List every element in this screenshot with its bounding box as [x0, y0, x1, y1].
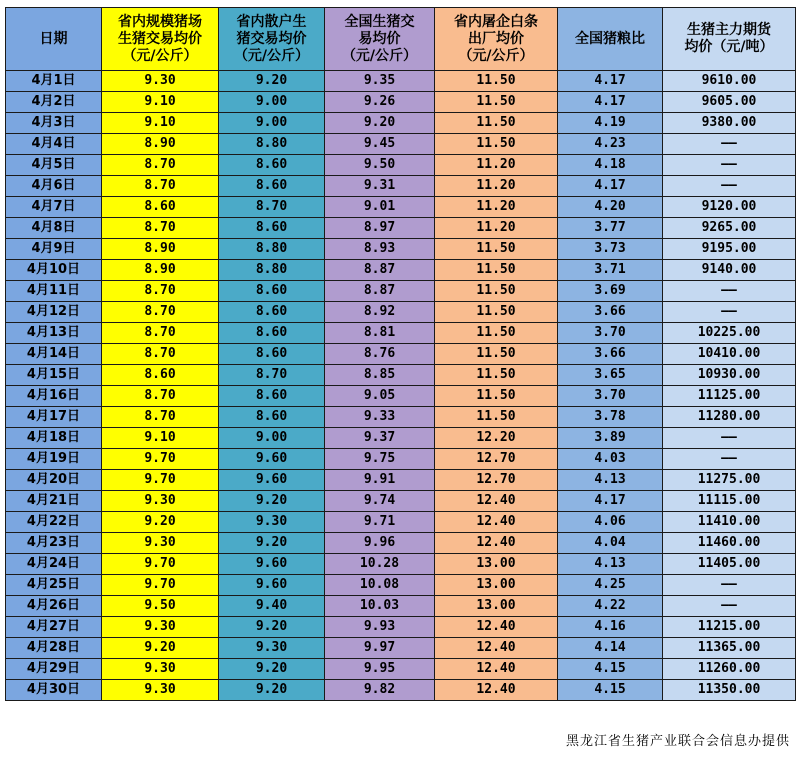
cell-scale-farm-price: 8.90: [102, 134, 219, 155]
pig-price-table: [5, 7, 796, 701]
cell-hog-grain-ratio: 3.69: [558, 281, 663, 302]
table-row: [6, 638, 796, 659]
cell-date: 4月4日: [6, 134, 102, 155]
cell-hog-grain-ratio: 4.14: [558, 638, 663, 659]
header-line: （元/公斤）: [341, 47, 418, 64]
cell-date: 4月16日: [6, 386, 102, 407]
cell-date: 4月19日: [6, 449, 102, 470]
cell-retail-price: 8.60: [219, 218, 325, 239]
cell-hog-grain-ratio: 3.73: [558, 239, 663, 260]
cell-national-price: 10.28: [325, 554, 435, 575]
cell-national-price: 8.97: [325, 218, 435, 239]
cell-scale-farm-price: 9.20: [102, 638, 219, 659]
cell-date: 4月14日: [6, 344, 102, 365]
cell-date: 4月12日: [6, 302, 102, 323]
cell-national-price: 9.75: [325, 449, 435, 470]
cell-slaughter-price: 11.50: [435, 71, 558, 92]
cell-scale-farm-price: 8.70: [102, 407, 219, 428]
cell-hog-grain-ratio: 4.17: [558, 491, 663, 512]
header-hog-grain-ratio: [558, 8, 663, 71]
table-row: [6, 302, 796, 323]
cell-national-price: 10.03: [325, 596, 435, 617]
cell-date: 4月6日: [6, 176, 102, 197]
cell-retail-price: 9.60: [219, 575, 325, 596]
cell-date: 4月1日: [6, 71, 102, 92]
cell-scale-farm-price: 9.30: [102, 659, 219, 680]
cell-slaughter-price: 12.20: [435, 428, 558, 449]
cell-national-price: 9.96: [325, 533, 435, 554]
cell-slaughter-price: 11.50: [435, 344, 558, 365]
cell-hog-grain-ratio: 4.23: [558, 134, 663, 155]
cell-hog-grain-ratio: 4.04: [558, 533, 663, 554]
header-line: 全国猪粮比: [575, 30, 645, 47]
cell-hog-grain-ratio: 3.78: [558, 407, 663, 428]
cell-national-price: 9.45: [325, 134, 435, 155]
cell-hog-grain-ratio: 4.16: [558, 617, 663, 638]
cell-retail-price: 9.60: [219, 470, 325, 491]
cell-hog-grain-ratio: 4.19: [558, 113, 663, 134]
cell-futures-price: 9120.00: [663, 197, 796, 218]
cell-national-price: 8.76: [325, 344, 435, 365]
cell-hog-grain-ratio: 4.13: [558, 554, 663, 575]
table-row: [6, 407, 796, 428]
cell-national-price: 9.71: [325, 512, 435, 533]
table-row: [6, 491, 796, 512]
table-row: [6, 428, 796, 449]
cell-date: 4月15日: [6, 365, 102, 386]
cell-date: 4月9日: [6, 239, 102, 260]
cell-hog-grain-ratio: 3.66: [558, 344, 663, 365]
cell-scale-farm-price: 9.10: [102, 92, 219, 113]
cell-hog-grain-ratio: 4.13: [558, 470, 663, 491]
cell-slaughter-price: 11.50: [435, 134, 558, 155]
cell-retail-price: 8.70: [219, 197, 325, 218]
cell-date: 4月13日: [6, 323, 102, 344]
table-row: [6, 575, 796, 596]
cell-retail-price: 9.40: [219, 596, 325, 617]
cell-slaughter-price: 11.50: [435, 281, 558, 302]
cell-slaughter-price: 12.40: [435, 617, 558, 638]
cell-national-price: 9.20: [325, 113, 435, 134]
table-row: [6, 596, 796, 617]
table-row: [6, 239, 796, 260]
cell-scale-farm-price: 9.30: [102, 680, 219, 701]
cell-futures-price: ——: [663, 302, 796, 323]
table-row: [6, 71, 796, 92]
cell-retail-price: 8.60: [219, 155, 325, 176]
cell-retail-price: 9.60: [219, 554, 325, 575]
cell-national-price: 9.82: [325, 680, 435, 701]
cell-scale-farm-price: 9.10: [102, 113, 219, 134]
cell-slaughter-price: 12.70: [435, 449, 558, 470]
cell-slaughter-price: 12.40: [435, 533, 558, 554]
cell-date: 4月20日: [6, 470, 102, 491]
table-row: [6, 386, 796, 407]
cell-scale-farm-price: 8.70: [102, 155, 219, 176]
cell-retail-price: 9.20: [219, 659, 325, 680]
cell-retail-price: 8.70: [219, 365, 325, 386]
cell-slaughter-price: 11.50: [435, 323, 558, 344]
cell-date: 4月8日: [6, 218, 102, 239]
cell-national-price: 9.50: [325, 155, 435, 176]
cell-futures-price: 9265.00: [663, 218, 796, 239]
cell-futures-price: 11275.00: [663, 470, 796, 491]
cell-national-price: 9.26: [325, 92, 435, 113]
cell-futures-price: 9610.00: [663, 71, 796, 92]
cell-slaughter-price: 11.50: [435, 92, 558, 113]
cell-futures-price: 10410.00: [663, 344, 796, 365]
cell-scale-farm-price: 9.70: [102, 449, 219, 470]
cell-retail-price: 8.60: [219, 386, 325, 407]
cell-scale-farm-price: 8.70: [102, 344, 219, 365]
cell-national-price: 9.05: [325, 386, 435, 407]
cell-national-price: 8.85: [325, 365, 435, 386]
cell-national-price: 8.81: [325, 323, 435, 344]
cell-scale-farm-price: 8.90: [102, 239, 219, 260]
header-line: 省内散户生: [236, 13, 307, 30]
table-row: [6, 554, 796, 575]
cell-national-price: 9.93: [325, 617, 435, 638]
header-futures-price: [663, 8, 796, 71]
cell-scale-farm-price: 9.70: [102, 575, 219, 596]
cell-retail-price: 9.00: [219, 428, 325, 449]
table-body: [6, 71, 796, 701]
cell-retail-price: 9.00: [219, 113, 325, 134]
cell-futures-price: 11410.00: [663, 512, 796, 533]
cell-scale-farm-price: 9.30: [102, 71, 219, 92]
cell-date: 4月23日: [6, 533, 102, 554]
cell-hog-grain-ratio: 4.17: [558, 71, 663, 92]
header-line: 易均价: [358, 30, 401, 47]
cell-futures-price: 10930.00: [663, 365, 796, 386]
header-row: [6, 8, 796, 71]
cell-futures-price: 11405.00: [663, 554, 796, 575]
cell-hog-grain-ratio: 3.70: [558, 323, 663, 344]
header-line: 猪交易均价: [236, 30, 307, 47]
cell-futures-price: ——: [663, 176, 796, 197]
table-row: [6, 218, 796, 239]
cell-hog-grain-ratio: 4.22: [558, 596, 663, 617]
cell-futures-price: 11215.00: [663, 617, 796, 638]
cell-national-price: 9.97: [325, 638, 435, 659]
cell-scale-farm-price: 9.70: [102, 554, 219, 575]
header-slaughter-price: [435, 8, 558, 71]
cell-slaughter-price: 13.00: [435, 554, 558, 575]
cell-hog-grain-ratio: 4.15: [558, 659, 663, 680]
cell-retail-price: 9.20: [219, 680, 325, 701]
cell-futures-price: ——: [663, 596, 796, 617]
cell-national-price: 9.37: [325, 428, 435, 449]
table-row: [6, 470, 796, 491]
cell-futures-price: ——: [663, 449, 796, 470]
cell-futures-price: ——: [663, 575, 796, 596]
source-credit: 黑龙江省生猪产业联合会信息办提供: [565, 734, 790, 749]
cell-hog-grain-ratio: 3.66: [558, 302, 663, 323]
table-row: [6, 617, 796, 638]
cell-scale-farm-price: 8.70: [102, 302, 219, 323]
cell-date: 4月5日: [6, 155, 102, 176]
table-row: [6, 155, 796, 176]
cell-futures-price: 11280.00: [663, 407, 796, 428]
table-row: [6, 197, 796, 218]
header-scale-farm-price: [102, 8, 219, 71]
cell-futures-price: 9605.00: [663, 92, 796, 113]
cell-national-price: 9.74: [325, 491, 435, 512]
cell-national-price: 9.01: [325, 197, 435, 218]
cell-futures-price: 11350.00: [663, 680, 796, 701]
cell-slaughter-price: 12.40: [435, 512, 558, 533]
header-line: 省内规模猪场: [118, 13, 202, 30]
cell-scale-farm-price: 8.70: [102, 323, 219, 344]
cell-futures-price: 9195.00: [663, 239, 796, 260]
cell-futures-price: 9380.00: [663, 113, 796, 134]
cell-date: 4月30日: [6, 680, 102, 701]
cell-national-price: 10.08: [325, 575, 435, 596]
cell-date: 4月27日: [6, 617, 102, 638]
cell-national-price: 9.35: [325, 71, 435, 92]
cell-retail-price: 8.60: [219, 281, 325, 302]
table-header: [6, 8, 796, 71]
cell-scale-farm-price: 9.20: [102, 512, 219, 533]
cell-slaughter-price: 11.50: [435, 386, 558, 407]
table-row: [6, 113, 796, 134]
table-row: [6, 512, 796, 533]
table-row: [6, 659, 796, 680]
cell-slaughter-price: 12.40: [435, 491, 558, 512]
table-row: [6, 365, 796, 386]
table-row: [6, 134, 796, 155]
header-line: （元/公斤）: [122, 47, 198, 64]
header-retail-price: [219, 8, 325, 71]
header-date: [6, 8, 102, 71]
cell-hog-grain-ratio: 4.20: [558, 197, 663, 218]
cell-retail-price: 8.60: [219, 302, 325, 323]
cell-scale-farm-price: 8.70: [102, 281, 219, 302]
cell-date: 4月29日: [6, 659, 102, 680]
cell-hog-grain-ratio: 3.65: [558, 365, 663, 386]
cell-futures-price: ——: [663, 281, 796, 302]
cell-date: 4月7日: [6, 197, 102, 218]
cell-slaughter-price: 11.50: [435, 302, 558, 323]
cell-date: 4月28日: [6, 638, 102, 659]
cell-retail-price: 9.30: [219, 512, 325, 533]
table-row: [6, 533, 796, 554]
price-table-container: [5, 7, 796, 701]
header-line: （元/公斤）: [233, 47, 310, 64]
table-row: [6, 260, 796, 281]
table-row: [6, 344, 796, 365]
table-row: [6, 176, 796, 197]
cell-futures-price: 11260.00: [663, 659, 796, 680]
cell-retail-price: 8.80: [219, 260, 325, 281]
cell-retail-price: 9.20: [219, 533, 325, 554]
cell-hog-grain-ratio: 4.17: [558, 176, 663, 197]
cell-retail-price: 8.80: [219, 239, 325, 260]
cell-date: 4月2日: [6, 92, 102, 113]
header-line: 生猪交易均价: [118, 30, 202, 47]
cell-hog-grain-ratio: 4.25: [558, 575, 663, 596]
cell-scale-farm-price: 9.30: [102, 491, 219, 512]
cell-date: 4月25日: [6, 575, 102, 596]
cell-scale-farm-price: 8.90: [102, 260, 219, 281]
cell-national-price: 8.92: [325, 302, 435, 323]
cell-retail-price: 8.60: [219, 176, 325, 197]
cell-date: 4月17日: [6, 407, 102, 428]
cell-scale-farm-price: 9.30: [102, 533, 219, 554]
cell-slaughter-price: 12.40: [435, 659, 558, 680]
cell-hog-grain-ratio: 4.17: [558, 92, 663, 113]
cell-slaughter-price: 11.50: [435, 113, 558, 134]
cell-date: 4月24日: [6, 554, 102, 575]
header-line: 生猪主力期货: [687, 22, 771, 38]
cell-retail-price: 9.20: [219, 491, 325, 512]
cell-slaughter-price: 12.70: [435, 470, 558, 491]
cell-scale-farm-price: 9.50: [102, 596, 219, 617]
cell-retail-price: 8.60: [219, 323, 325, 344]
cell-scale-farm-price: 8.60: [102, 197, 219, 218]
cell-national-price: 9.95: [325, 659, 435, 680]
header-line: 出厂均价: [468, 30, 524, 47]
cell-futures-price: 11365.00: [663, 638, 796, 659]
table-row: [6, 449, 796, 470]
cell-national-price: 9.91: [325, 470, 435, 491]
cell-hog-grain-ratio: 4.18: [558, 155, 663, 176]
cell-retail-price: 8.60: [219, 344, 325, 365]
cell-slaughter-price: 13.00: [435, 596, 558, 617]
cell-slaughter-price: 11.50: [435, 407, 558, 428]
header-line: （元/公斤）: [458, 47, 534, 64]
cell-slaughter-price: 11.50: [435, 365, 558, 386]
cell-scale-farm-price: 8.70: [102, 386, 219, 407]
cell-futures-price: 11460.00: [663, 533, 796, 554]
cell-futures-price: ——: [663, 428, 796, 449]
cell-slaughter-price: 11.50: [435, 239, 558, 260]
cell-date: 4月21日: [6, 491, 102, 512]
cell-national-price: 8.93: [325, 239, 435, 260]
cell-hog-grain-ratio: 4.03: [558, 449, 663, 470]
table-row: [6, 92, 796, 113]
header-line: 日期: [39, 30, 68, 47]
cell-futures-price: 11115.00: [663, 491, 796, 512]
table-row: [6, 680, 796, 701]
cell-hog-grain-ratio: 3.77: [558, 218, 663, 239]
cell-retail-price: 9.20: [219, 71, 325, 92]
cell-retail-price: 8.80: [219, 134, 325, 155]
header-national-price: [325, 8, 435, 71]
cell-hog-grain-ratio: 4.06: [558, 512, 663, 533]
header-line: 全国生猪交: [344, 13, 415, 30]
cell-national-price: 9.33: [325, 407, 435, 428]
cell-scale-farm-price: 9.10: [102, 428, 219, 449]
cell-slaughter-price: 11.20: [435, 218, 558, 239]
cell-retail-price: 8.60: [219, 407, 325, 428]
cell-national-price: 9.31: [325, 176, 435, 197]
cell-retail-price: 9.20: [219, 617, 325, 638]
cell-hog-grain-ratio: 4.15: [558, 680, 663, 701]
cell-slaughter-price: 11.20: [435, 197, 558, 218]
cell-hog-grain-ratio: 3.70: [558, 386, 663, 407]
cell-retail-price: 9.00: [219, 92, 325, 113]
cell-scale-farm-price: 9.30: [102, 617, 219, 638]
cell-date: 4月10日: [6, 260, 102, 281]
cell-date: 4月18日: [6, 428, 102, 449]
table-row: [6, 281, 796, 302]
cell-date: 4月11日: [6, 281, 102, 302]
cell-retail-price: 9.60: [219, 449, 325, 470]
cell-slaughter-price: 11.20: [435, 176, 558, 197]
cell-hog-grain-ratio: 3.71: [558, 260, 663, 281]
cell-national-price: 8.87: [325, 260, 435, 281]
cell-date: 4月3日: [6, 113, 102, 134]
cell-futures-price: ——: [663, 134, 796, 155]
cell-futures-price: 11125.00: [663, 386, 796, 407]
cell-hog-grain-ratio: 3.89: [558, 428, 663, 449]
header-line: 均价（元/吨）: [684, 39, 774, 55]
table-row: [6, 323, 796, 344]
cell-scale-farm-price: 8.60: [102, 365, 219, 386]
header-line: 省内屠企白条: [454, 13, 538, 30]
cell-slaughter-price: 11.20: [435, 155, 558, 176]
cell-futures-price: ——: [663, 155, 796, 176]
cell-slaughter-price: 11.50: [435, 260, 558, 281]
cell-retail-price: 9.30: [219, 638, 325, 659]
cell-slaughter-price: 12.40: [435, 680, 558, 701]
cell-scale-farm-price: 8.70: [102, 218, 219, 239]
cell-slaughter-price: 13.00: [435, 575, 558, 596]
cell-scale-farm-price: 9.70: [102, 470, 219, 491]
cell-futures-price: 9140.00: [663, 260, 796, 281]
cell-scale-farm-price: 8.70: [102, 176, 219, 197]
cell-slaughter-price: 12.40: [435, 638, 558, 659]
cell-futures-price: 10225.00: [663, 323, 796, 344]
cell-date: 4月22日: [6, 512, 102, 533]
cell-date: 4月26日: [6, 596, 102, 617]
cell-national-price: 8.87: [325, 281, 435, 302]
